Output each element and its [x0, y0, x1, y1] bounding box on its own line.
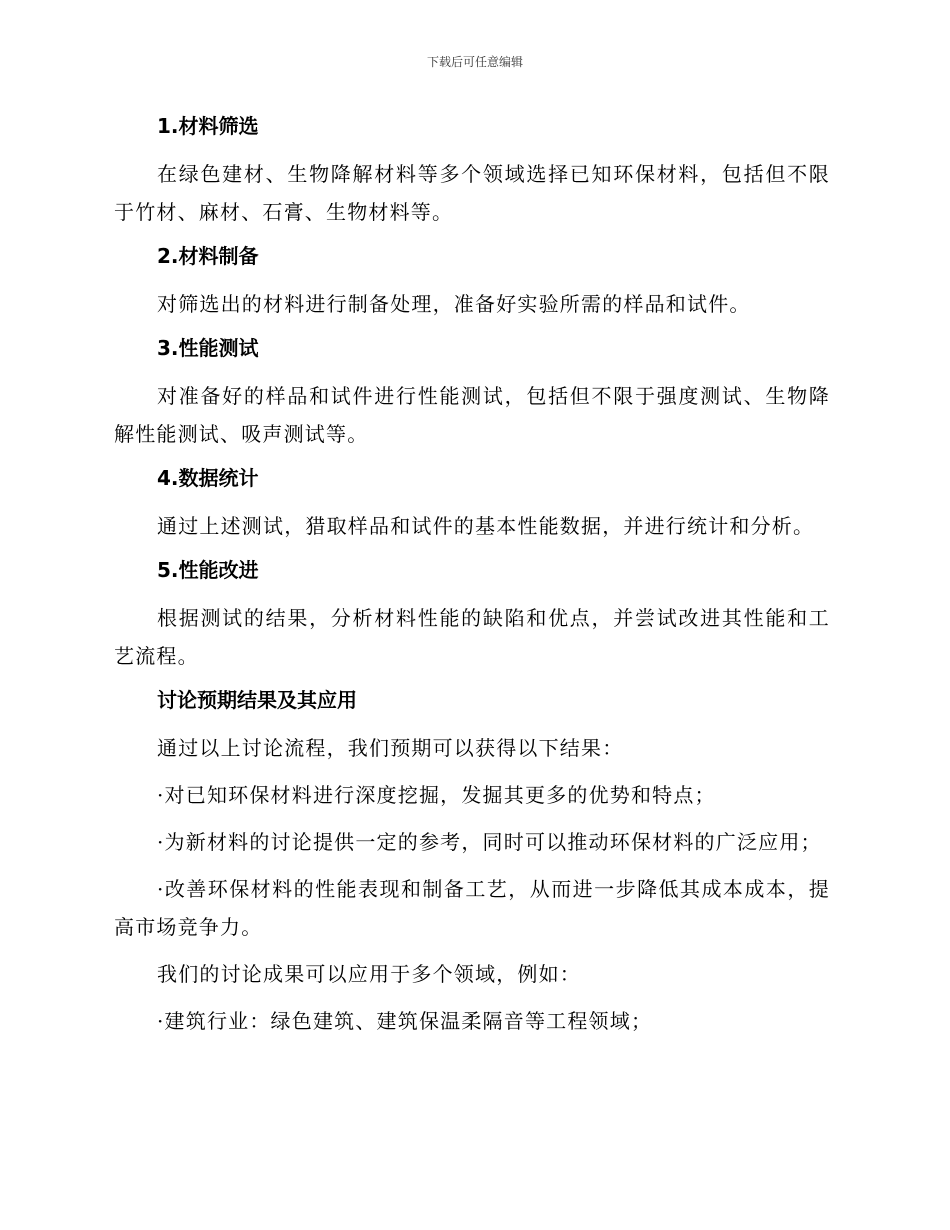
section-heading-performance-improvement: 5.性能改进 [157, 558, 259, 582]
bullet-item-improve-performance: ·改善环保材料的性能表现和制备工艺，从而进一步降低其成本成本，提高市场竞争力。 [114, 877, 830, 939]
bullet-item-construction-industry: ·建筑行业：绿色建筑、建筑保温柔隔音等工程领域； [157, 1009, 653, 1033]
section-heading-material-screening: 1.材料筛选 [157, 114, 259, 138]
bullet-item-deep-mining: ·对已知环保材料进行深度挖掘，发掘其更多的优势和特点； [157, 783, 716, 807]
paragraph-performance-improvement: 根据测试的结果，分析材料性能的缺陷和优点，并尝试改进其性能和工艺流程。 [114, 606, 830, 668]
paragraph-applications-intro: 我们的讨论成果可以应用于多个领域，例如： [157, 962, 581, 986]
section-heading-data-statistics: 4.数据统计 [157, 466, 259, 490]
section-heading-material-preparation: 2.材料制备 [157, 244, 259, 268]
section-heading-performance-testing: 3.性能测试 [157, 336, 259, 360]
bullet-item-new-material-reference: ·为新材料的讨论提供一定的参考，同时可以推动环保材料的广泛应用； [157, 830, 822, 854]
document-body [114, 110, 830, 1049]
paragraph-material-screening: 在绿色建材、生物降解材料等多个领域选择已知环保材料，包括但不限于竹材、麻材、石膏、生物材料等。 [114, 162, 830, 224]
paragraph-material-preparation: 对筛选出的材料进行制备处理，准备好实验所需的样品和试件。 [157, 292, 751, 316]
section-heading-expected-results: 讨论预期结果及其应用 [157, 688, 357, 712]
paragraph-data-statistics: 通过上述测试，猎取样品和试件的基本性能数据，并进行统计和分析。 [157, 514, 815, 538]
paragraph-performance-testing: 对准备好的样品和试件进行性能测试，包括但不限于强度测试、生物降解性能测试、吸声测试等。 [114, 384, 830, 446]
paragraph-expected-results-intro: 通过以上讨论流程，我们预期可以获得以下结果： [157, 736, 624, 760]
page-header: 下载后可任意编辑 [426, 55, 523, 69]
